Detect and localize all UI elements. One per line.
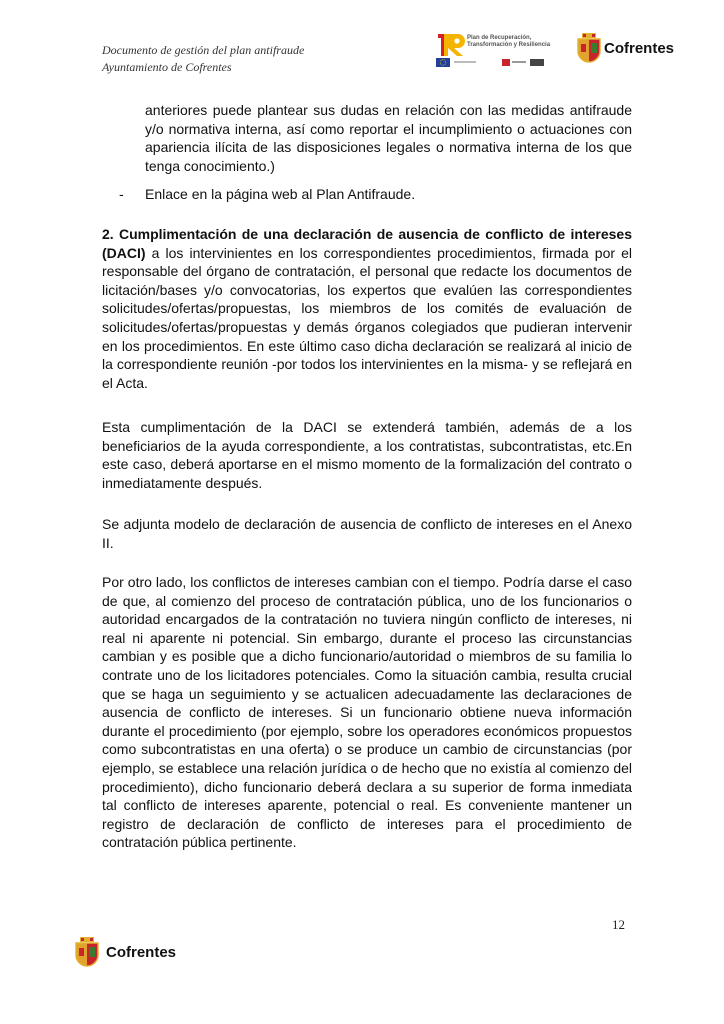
bullet-item <box>119 185 415 204</box>
page-number: 12 <box>612 917 625 932</box>
bullet-text: Enlace en la página web al Plan Antifraude. <box>145 186 416 202</box>
prtr-text <box>467 35 550 49</box>
conflict-change-paragraph: Por otro lado, los conflictos de intereses cambian con el tiempo. Podría darse el caso de que, al comienzo del proceso de contratación pública, uno de los funcionarios o autoridad encargados de la contratación no tuviera ningún conflicto de intereses, ni real ni aparente ni potencial. Sin embargo, durante el proceso las circunstancias cambian y es posible que a dicho funcionario/autoridad o miembros de su familia lo contrate uno de los licitadores potenciales. Como la situación cambia, resulta crucial que se haga un seguimiento y se actualicen adecuadamente las declaraciones de ausencia de conflicto de intereses. Si un funcionario obtiene nueva información durante el procedimiento (por ejemplo, sobre los operadores económicos propuestos como subcontratistas en una oferta) o se produce un cambio de circunstancias (por ejemplo, se establece una relación jurídica o de hecho que no existía al comienzo del procedimiento), dicho funcionario deberá declara a su superior de forma inmediata tal conflicto de intereses aparente, potencial o real. Es conveniente mantener un registro de declaración de conflicto de intereses para el procedimiento de contratación pública pertinente. <box>102 574 632 851</box>
section-2-paragraph <box>102 225 632 392</box>
bullet-dash: - <box>119 186 124 202</box>
brand-name-header: Cofrentes <box>604 40 675 57</box>
header-text <box>102 42 304 76</box>
continuation-paragraph: anteriores puede plantear sus dudas en relación con las medidas antifraude y/o normativa interna, así como reportar el incumplimiento o actuaciones con apariencia ilícita de las disposiciones legales o normativa interna de los que tenga conocimiento.) <box>145 102 632 174</box>
eu-funding-logos <box>436 58 548 68</box>
section-2-text: a los intervinientes en los correspondientes procedimientos, firmada por el responsable del órgano de contratación, el personal que redacte los documentos de licitación/bases y/o convocatorias, los expertos que evalúen las correspondientes solicitudes/ofertas/propuestas, los miembros de los comités de evaluación de solicitudes/ofertas/propuestas y demás órganos colegiados que pudieran intervenir en los procedimientos. En este último caso dicha declaración se realizará al inicio de la correspondiente reunión -por todos los intervinientes en la misma- y se reflejará en el Acta. <box>102 244 632 391</box>
organization-line: Ayuntamiento de Cofrentes <box>102 60 232 74</box>
cofrentes-shield-icon <box>576 33 602 63</box>
annex-paragraph: Se adjunta modelo de declaración de ausencia de conflicto de intereses en el Anexo II. <box>102 516 632 551</box>
brand-name-footer: Cofrentes <box>106 944 177 961</box>
document-title: Documento de gestión del plan antifraude <box>102 43 305 57</box>
prtr-line-2: Transformación y Resiliencia <box>467 42 551 48</box>
prtr-line-1: Plan de Recuperación, <box>467 35 532 41</box>
daci-extension-paragraph: Esta cumplimentación de la DACI se extenderá también, además de a los beneficiarios de la ayuda correspondiente, a los contratistas, subcontratistas, etc.En este caso, deberá aportarse en el mismo momento de la formalización del contrato o inmediatamente después. <box>102 419 632 491</box>
cofrentes-shield-footer-icon <box>74 937 100 967</box>
section-2-heading: 2. Cumplimentación de una declaración de ausencia de conflicto de intereses (DACI) <box>102 226 632 261</box>
